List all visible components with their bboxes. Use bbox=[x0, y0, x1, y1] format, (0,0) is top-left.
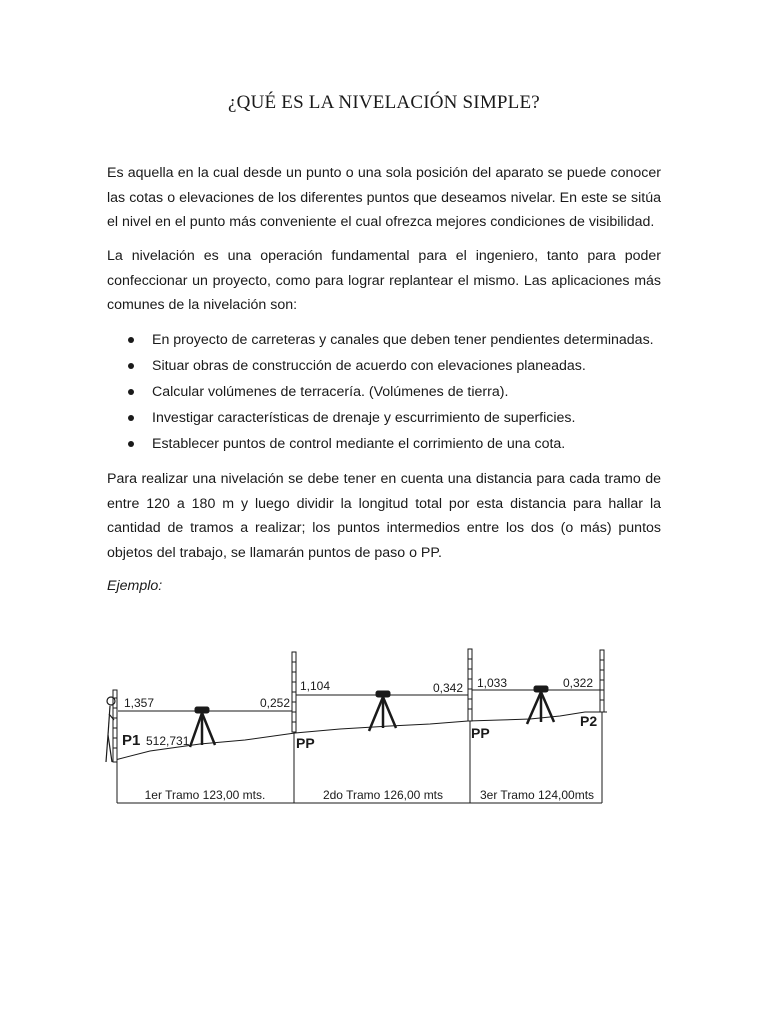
tripod-level-icon bbox=[190, 707, 215, 747]
section-label-1: 1er Tramo 123,00 mts. bbox=[144, 788, 266, 802]
tripod-level-icon bbox=[527, 686, 554, 724]
point-label-p1: P1 bbox=[122, 732, 141, 749]
reading-foresight-1: 0,252 bbox=[260, 696, 291, 710]
reading-foresight-2: 0,342 bbox=[433, 681, 464, 695]
leveling-rod-end bbox=[600, 650, 604, 712]
section-label-2: 2do Tramo 126,00 mts bbox=[322, 788, 444, 802]
point-elevation-p1: 512,731 bbox=[146, 734, 190, 748]
reading-backsight-1: 1,357 bbox=[124, 696, 155, 710]
paragraph-sections: Para realizar una nivelación se debe tener en cuenta una distancia para cada tramo de entre 120 a 180 m y luego dividir la longitud total por esta distancia para hallar la cantidad de tramos a realizar; los puntos intermedios entre los dos (o más) puntos objetos del trabajo, se llamarán puntos de paso o PP. bbox=[107, 471, 661, 561]
list-item-text: Situar obras de construcción de acuerdo con elevaciones planeadas. bbox=[152, 358, 586, 374]
leveling-rod-pp2 bbox=[468, 649, 472, 721]
tripod-level-icon bbox=[369, 691, 396, 731]
point-label-pp2: PP bbox=[471, 725, 490, 741]
reading-backsight-2: 1,104 bbox=[300, 679, 331, 693]
section-label-3: 3er Tramo 124,00mts bbox=[479, 788, 595, 802]
paragraph-applications-intro: La nivelación es una operación fundamental para el ingeniero, tanto para poder confeccionar un proyecto, como para lograr replantear el mismo. Las aplicaciones más comunes de la nivelación son: bbox=[107, 248, 661, 313]
list-item-text: Calcular volúmenes de terracería. (Volúmenes de tierra). bbox=[152, 384, 509, 400]
leveling-rod-pp1 bbox=[292, 652, 296, 732]
point-label-pp1: PP bbox=[296, 735, 315, 751]
list-item-text: Investigar características de drenaje y escurrimiento de superficies. bbox=[152, 410, 576, 426]
paragraph-definition: Es aquella en la cual desde un punto o una sola posición del aparato se puede conocer las cotas o elevaciones de los diferentes puntos que deseamos nivelar. En este se sitúa el nivel en el punto más conveniente el cual ofrezca mejores condiciones de visibilidad. bbox=[107, 165, 661, 230]
example-label: Ejemplo: bbox=[107, 578, 163, 594]
list-item-text: En proyecto de carreteras y canales que deben tener pendientes determinadas. bbox=[152, 332, 654, 348]
point-label-p2: P2 bbox=[580, 713, 598, 729]
reading-foresight-3: 0,322 bbox=[563, 676, 594, 690]
page-title: ¿QUÉ ES LA NIVELACIÓN SIMPLE? bbox=[228, 92, 540, 113]
reading-backsight-3: 1,033 bbox=[477, 676, 508, 690]
list-item-text: Establecer puntos de control mediante el corrimiento de una cota. bbox=[152, 436, 566, 452]
